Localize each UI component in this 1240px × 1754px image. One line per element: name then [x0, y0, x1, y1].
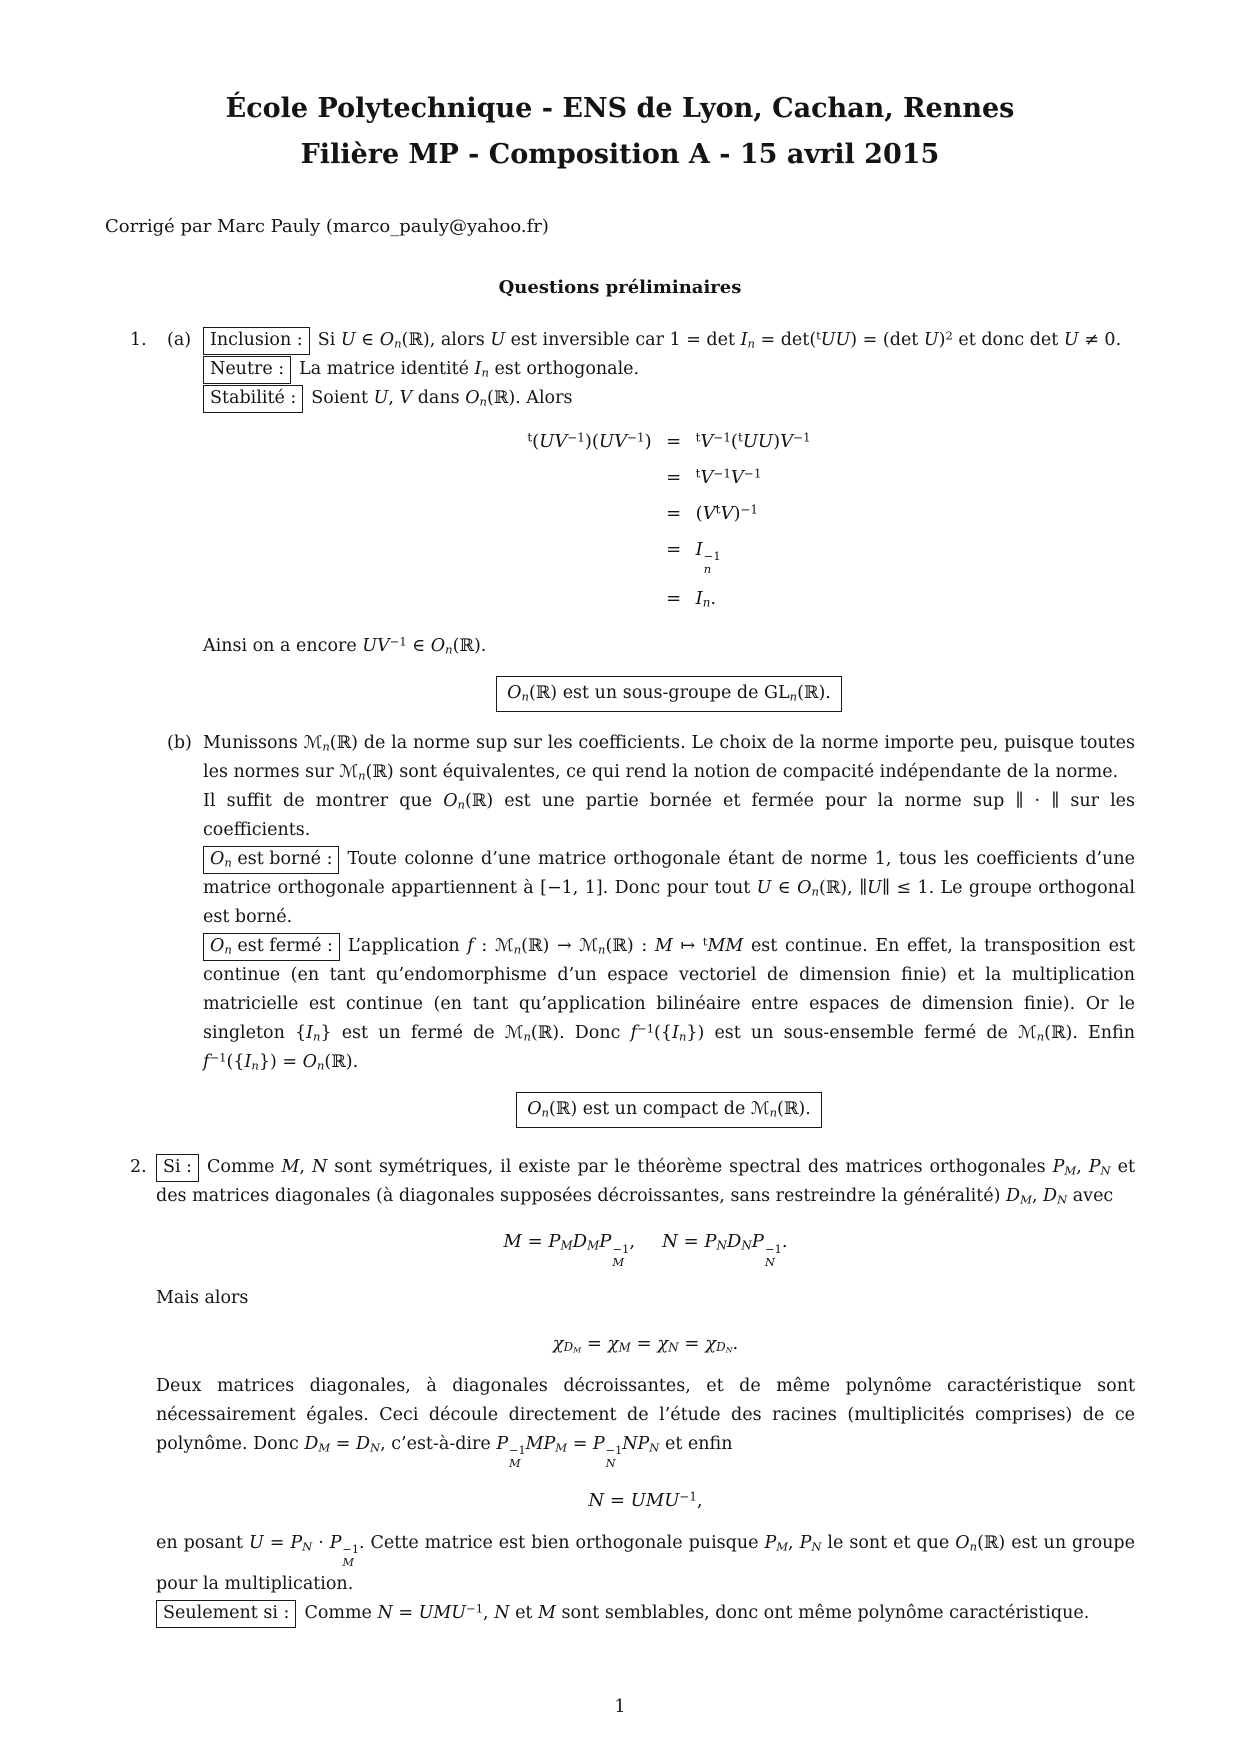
equation-row-lhs — [527, 459, 651, 495]
equation-row-relation: = — [666, 587, 682, 609]
item-1a — [167, 326, 1135, 725]
question-1 — [105, 326, 1135, 1141]
boxed-result-sous-groupe: $O_n(ℝ)$ est un sous-groupe de $GL_n(ℝ)$. — [496, 676, 842, 712]
paragraph-mais-alors: Mais alors — [156, 1287, 249, 1308]
borne-text: Toute colonne d’une matrice orthogonale étant de norme 1, tous les coefficients d’une matrice orthogonale appartiennent à [−1, 1]. Donc pour tout U ∈ $O_n(ℝ)$, ∥U∥ ≤ 1. Le groupe orthogonal est borné. — [203, 849, 1135, 928]
paragraph-ainsi: Ainsi on a encore $UV^{-1}$ ∈ $O_n(ℝ)$. — [203, 634, 487, 657]
paragraph-si — [156, 1153, 1135, 1211]
item-1a-body — [203, 326, 1135, 725]
equation-row-rhs: $(V^tV)^{-1}$ — [695, 501, 758, 524]
inclusion-box-label: Inclusion : — [203, 327, 310, 355]
question-1-body — [167, 326, 1135, 1141]
equation-row-rhs: $^tV^{-1}(^tUU)V^{-1}$ — [695, 429, 811, 452]
paragraph-il-suffit: Il suffit de montrer que $O_n(ℝ)$ est une partie bornée et fermée pour la norme sup ∥ · ∥ sur les coefficients. — [203, 791, 1136, 841]
equation-diagonalisation: $M = P_MD_MP$ −1 M , $N = P_ND_NP$ −1 N . — [503, 1231, 788, 1270]
equation-row-lhs: $^t(UV^{-1})(UV^{-1})$ — [527, 429, 652, 452]
equation-chi: $\chi_{D_M} = \chi_M = \chi_N = \chi_{D_N}$. — [552, 1332, 739, 1355]
paragraph-deux-matrices: Deux matrices diagonales, à diagonales décroissantes, et de même polynôme caractéristique sont nécessairement égales. Ceci découle directement de l’étude des racines (multiplicités comprises) de ce polynôme. Donc $D_M = D_N$, c’est-à-dire P −1 M $MP_M = P$ −1 N $NP_N$ et enfin — [156, 1375, 1135, 1470]
equation-row-lhs — [527, 531, 651, 580]
item-1b-body — [203, 729, 1135, 1141]
equation-row-relation: = — [666, 430, 682, 452]
equation-row-relation: = — [666, 502, 682, 524]
paragraph-en-posant: en posant $U = P_N \cdot P$ −1 M . Cette matrice est bien orthogonale puisque $P_M$, $P_N$ le sont et que $O_n(ℝ)$ est un groupe pour la multiplication. — [156, 1533, 1135, 1594]
equation-array — [203, 423, 1135, 616]
boxed-result-compact: $O_n(ℝ)$ est un compact de ℳ$_n$(ℝ). — [516, 1092, 822, 1128]
boxed-result-compact-container — [203, 1092, 1135, 1128]
si-text: Comme M, N sont symétriques, il existe par le théorème spectral des matrices orthogonales $P_M$, $P_N$ et des matrices diagonales (à diagonales supposées décroissantes, sans restreindre la généralité) $D_M$, $D_N$ avec — [156, 1157, 1135, 1207]
paragraph-munissons: Munissons ℳ$_n$(ℝ) de la norme sup sur les coefficients. Le choix de la norme importe peu, puisque toutes les normes sur ℳ$_n$(ℝ) sont équivalentes, ce qui rend la notion de compacité indépendante de la norme. — [203, 733, 1135, 783]
item-1b — [167, 729, 1135, 1141]
equation-row-rhs: $^tV^{-1}V^{-1}$ — [695, 465, 762, 488]
byline: Corrigé par Marc Pauly (marco_pauly@yahoo.fr) — [105, 216, 549, 237]
page-number: 1 — [614, 1697, 626, 1717]
ferme-text: L’application f : ℳ$_n$(ℝ) → ℳ$_n$(ℝ) : M ↦ $^t$MM est continue. En effet, la transposition est continue (en tant qu’endomorphisme d’un espace vectoriel de dimension finie) et la multiplication matricielle est continue (en tant qu’application bilinéaire entre espaces de dimension finie). Or le singleton $\{I_n\}$ est un fermé de ℳ$_n$(ℝ). Donc $f^{-1}(\{I_n\})$ est un sous-ensemble fermé de ℳ$_n$(ℝ). Enfin $f^{-1}(\{I_n\})$ = $O_n(ℝ)$. — [203, 934, 1136, 1073]
item-1b-label: (b) — [167, 733, 192, 754]
question-1-number: 1. — [130, 330, 147, 350]
paragraph-inclusion — [203, 326, 1135, 355]
paragraph-borne — [203, 845, 1135, 932]
equation-row-lhs — [527, 495, 651, 531]
question-2-number: 2. — [130, 1157, 147, 1178]
title-line-2: Filière MP - Composition A - 15 avril 2015 — [300, 139, 940, 170]
neutre-box-label: Neutre : — [203, 356, 291, 384]
inclusion-text: Si U ∈ $O_n(ℝ)$, alors U est inversible car $1 = \det I_n = \det(^tUU) = (\det$ U)$^2$ et donc det U ≠ 0. — [317, 328, 1122, 351]
paragraph-neutre — [203, 355, 1135, 384]
borne-box-label: $O_n$ est borné : — [203, 846, 339, 874]
stabilite-text: Soient U, V dans $O_n(ℝ)$. Alors — [311, 388, 573, 409]
item-1a-label: (a) — [167, 330, 192, 350]
seulement-si-text: Comme $N = UMU^{-1}$, N et M sont semblables, donc ont même polynôme caractéristique. — [304, 1601, 1090, 1623]
equation-row-rhs: I −1 n — [695, 538, 721, 577]
question-2-body — [156, 1153, 1135, 1627]
equation-row-relation: = — [666, 466, 682, 488]
paragraph-stabilite — [203, 384, 1135, 413]
paragraph-ferme — [203, 932, 1135, 1077]
si-box-label: Si : — [156, 1154, 199, 1182]
paragraph-seulement-si — [156, 1599, 1135, 1628]
ferme-box-label: $O_n$ est fermé : — [203, 933, 340, 961]
equation-n-umu: $N = UMU^{-1}$, — [588, 1489, 703, 1512]
section-heading: Questions préliminaires — [498, 277, 742, 298]
title-line-1: École Polytechnique - ENS de Lyon, Cachan, Rennes — [225, 93, 1015, 124]
seulement-si-box-label: Seulement si : — [156, 1600, 296, 1628]
equation-row-relation: = — [666, 538, 682, 560]
equation-row-lhs — [527, 580, 651, 616]
question-2 — [105, 1153, 1135, 1627]
stabilite-box-label: Stabilité : — [203, 385, 303, 413]
neutre-text: La matrice identité $I_n$ est orthogonale. — [299, 359, 640, 380]
boxed-result-sous-groupe-container — [203, 676, 1135, 712]
equation-row-rhs: $I_n$. — [695, 587, 717, 610]
